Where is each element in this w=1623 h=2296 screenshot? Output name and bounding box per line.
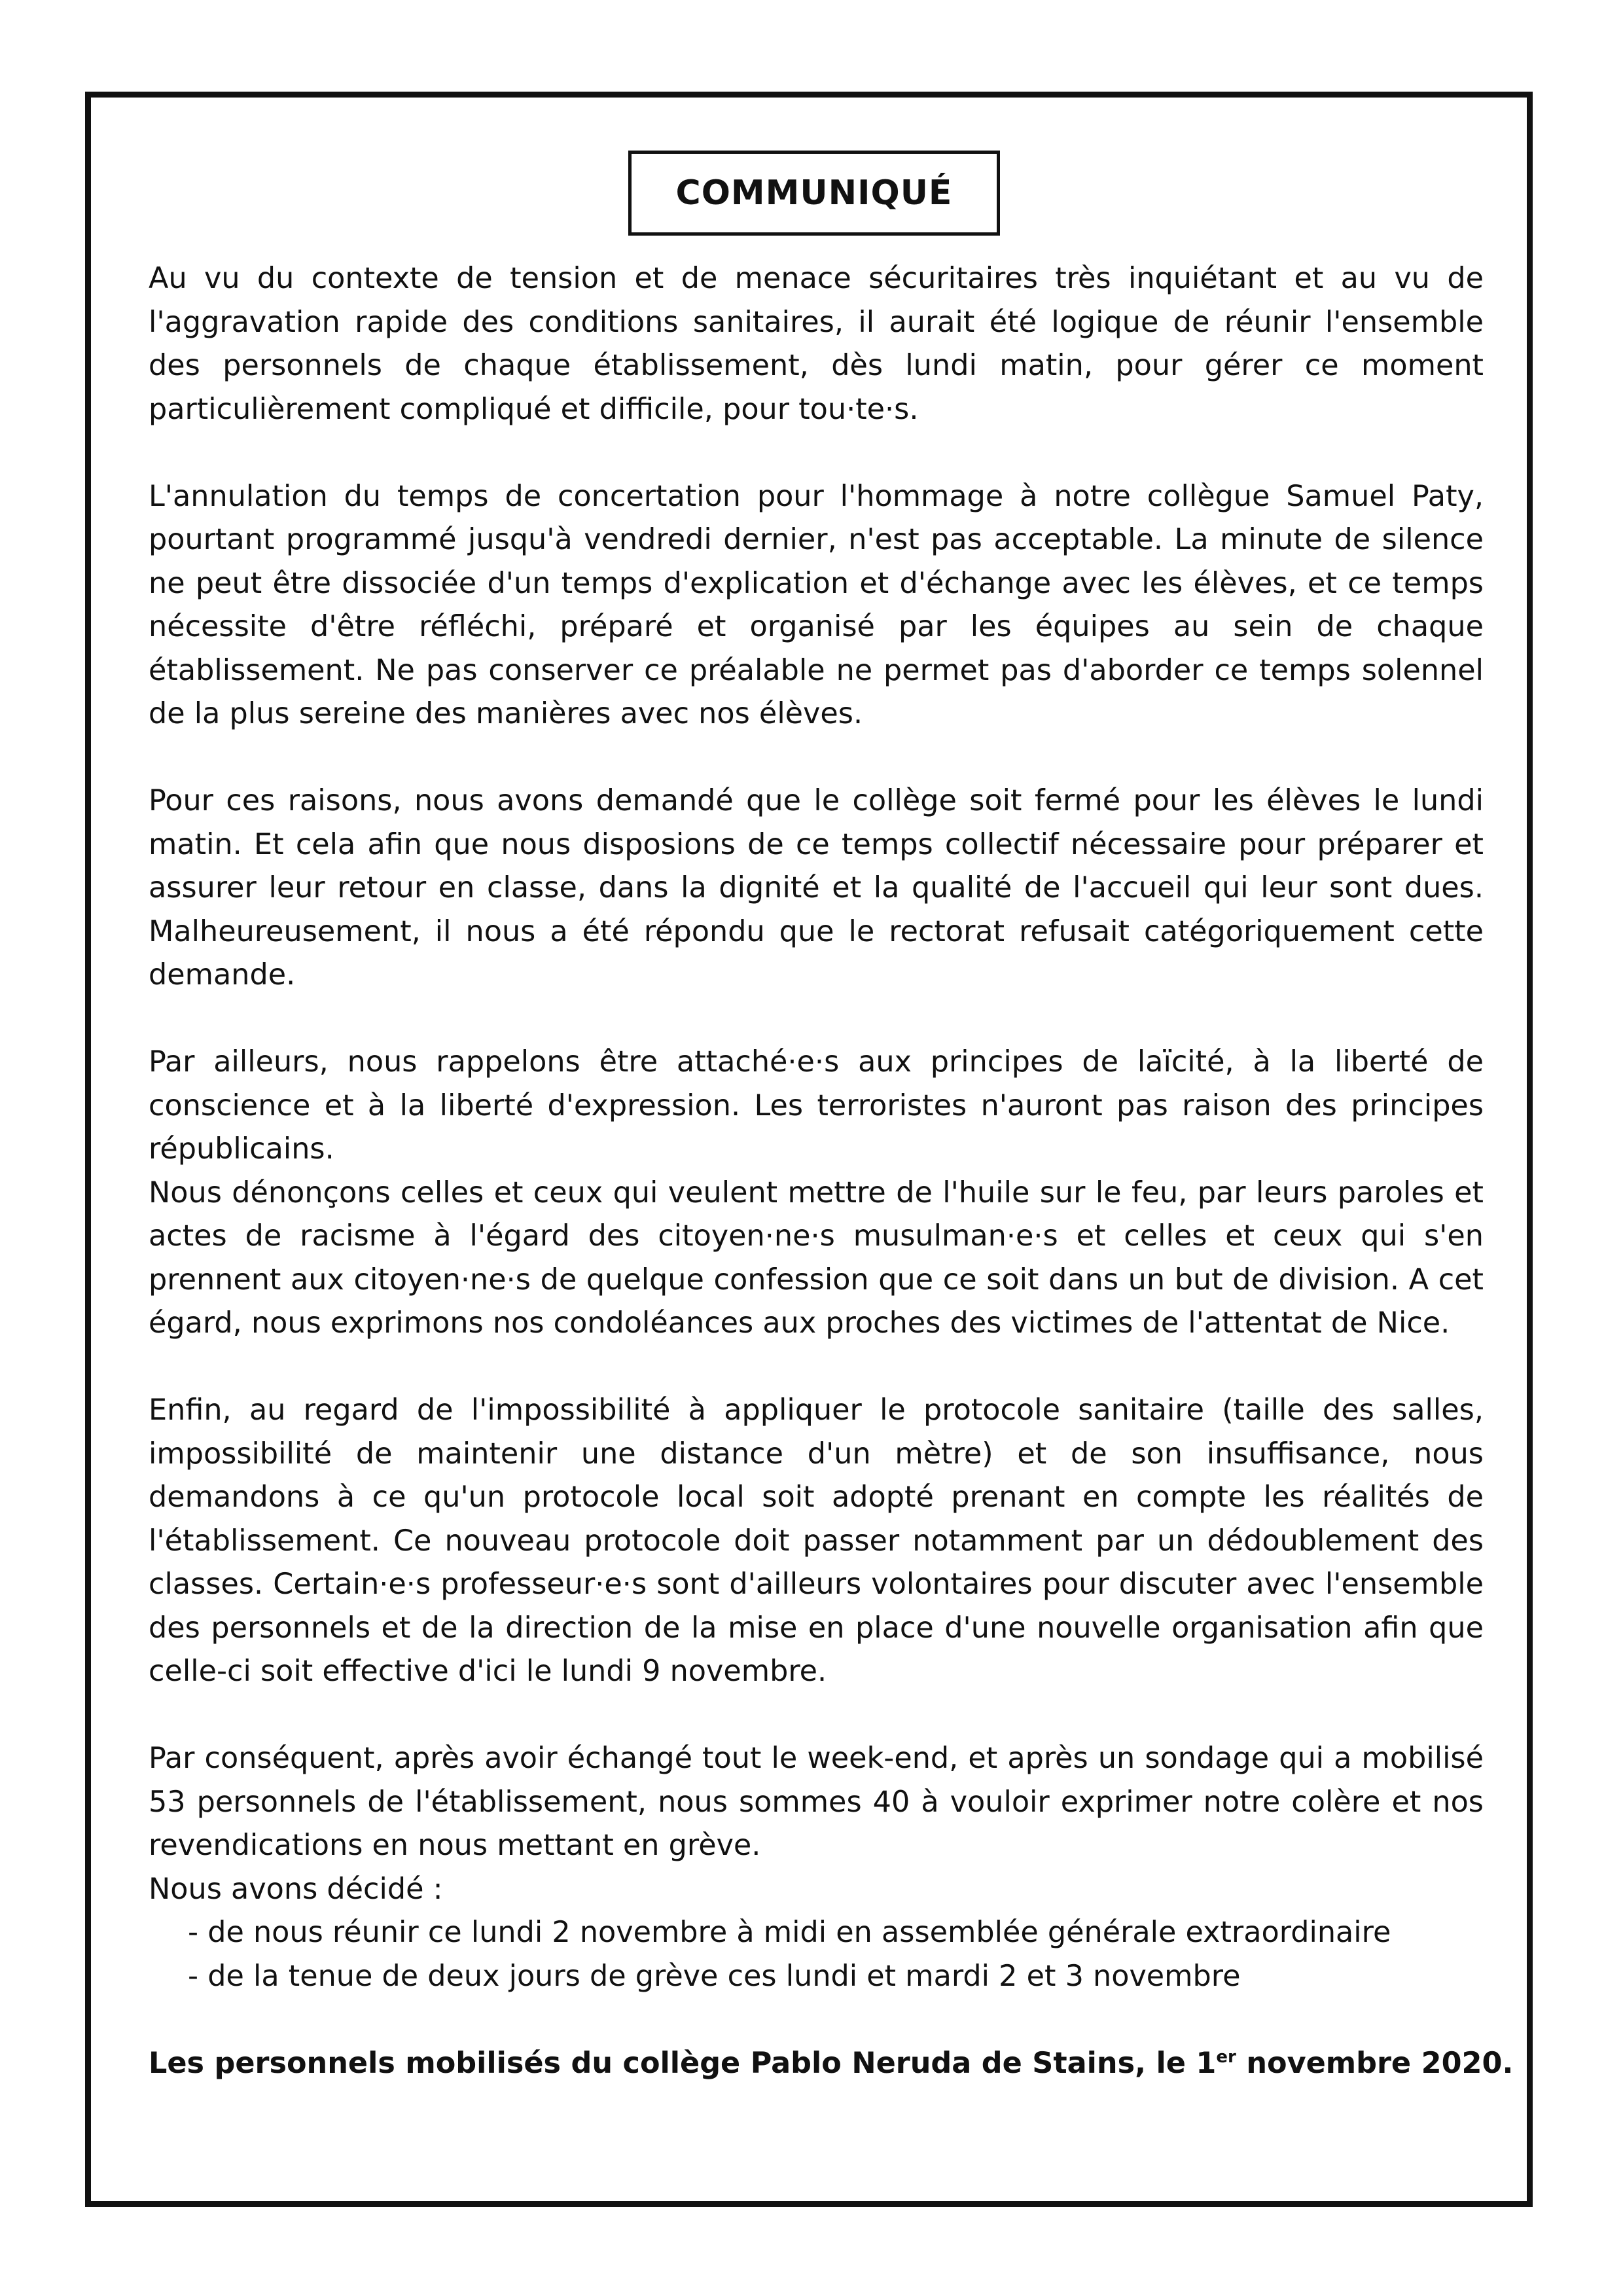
paragraph-protocole: Enfin, au regard de l'impossibilité à appliquer le protocole sanitaire (taille des salles, impossibilité de maintenir une distance d'un mètre) et de son insuffisance, nous demandons à ce qu'un protocole local soit adopté prenant en compte les réalités de l'établissement. Ce nouveau protocole doit passer notamment par un dédoublement des classes. Certain·e·s professeur·e·s sont d'ailleurs volontaires pour discuter avec l'ensemble des personnels et de la direction de la mise en place d'une nouvelle organisation afin que celle-ci soit effective d'ici le lundi 9 novembre. bbox=[149, 1393, 1484, 1688]
paragraph-laicite: Par ailleurs, nous rappelons être attaché·e·s aux principes de laïcité, à la liberté de conscience et à la liberté d'expression. Les terroristes n'auront pas raison des principes républicains. bbox=[149, 1045, 1484, 1166]
list-item: - de nous réunir ce lundi 2 novembre à midi en assemblée générale extraordinaire bbox=[188, 1916, 1391, 1949]
signature-text: Les personnels mobilisés du collège Pablo Neruda de Stains, le 1 bbox=[149, 2046, 1217, 2080]
paragraph-hommage: L'annulation du temps de concertation pour l'hommage à notre collègue Samuel Paty, pourtant programmé jusqu'à vendredi dernier, n'est pas acceptable. La minute de silence ne peut être dissociée d'un temps d'explication et d'échange avec les élèves, et ce temps nécessite d'être réfléchi, préparé et organisé par les équipes au sein de chaque établissement. Ne pas conserver ce préalable ne permet pas d'aborder ce temps solennel de la plus sereine des manières avec nos élèves. bbox=[149, 479, 1484, 730]
decision-list bbox=[149, 1911, 1484, 1998]
signature-superscript: er bbox=[1216, 2047, 1236, 2067]
paragraph-context: Au vu du contexte de tension et de menace sécuritaires très inquiétant et au vu de l'aggravation rapide des conditions sanitaires, il aurait été logique de réunir l'ensemble des personnels de chaque établissement, dès lundi matin, pour gérer ce moment particulièrement compliqué et difficile, pour tou·te·s. bbox=[149, 262, 1484, 426]
paragraph-decision-intro: Nous avons décidé : bbox=[149, 1872, 443, 1906]
page-title: COMMUNIQUÉ bbox=[675, 173, 953, 213]
paragraph-fermeture: Pour ces raisons, nous avons demandé que le collège soit fermé pour les élèves le lundi matin. Et cela afin que nous disposions de ce temps collectif nécessaire pour préparer et assurer leur retour en classe, dans la dignité et la qualité de l'accueil qui leur sont dues. Malheureusement, il nous a été répondu que le rectorat refusait catégoriquement cette demande. bbox=[149, 784, 1484, 992]
title-box bbox=[628, 151, 1000, 236]
communique-body bbox=[149, 257, 1514, 2085]
list-item: - de la tenue de deux jours de grève ces lundi et mardi 2 et 3 novembre bbox=[188, 1959, 1241, 1993]
signature bbox=[149, 2042, 1514, 2086]
signature-date: novembre 2020. bbox=[1236, 2046, 1514, 2080]
paragraph-denonciation: Nous dénonçons celles et ceux qui veulent mettre de l'huile sur le feu, par leurs paroles et actes de racisme à l'égard des citoyen·ne·s musulman·e·s et celles et ceux qui s'en prennent aux citoyen·ne·s de quelque confession que ce soit dans un but de division. A cet égard, nous exprimons nos condoléances aux proches des victimes de l'attentat de Nice. bbox=[149, 1175, 1484, 1340]
paragraph-greve: Par conséquent, après avoir échangé tout le week-end, et après un sondage qui a mobilisé 53 personnels de l'établissement, nous sommes 40 à vouloir exprimer notre colère et nos revendications en nous mettant en grève. bbox=[149, 1742, 1484, 1862]
